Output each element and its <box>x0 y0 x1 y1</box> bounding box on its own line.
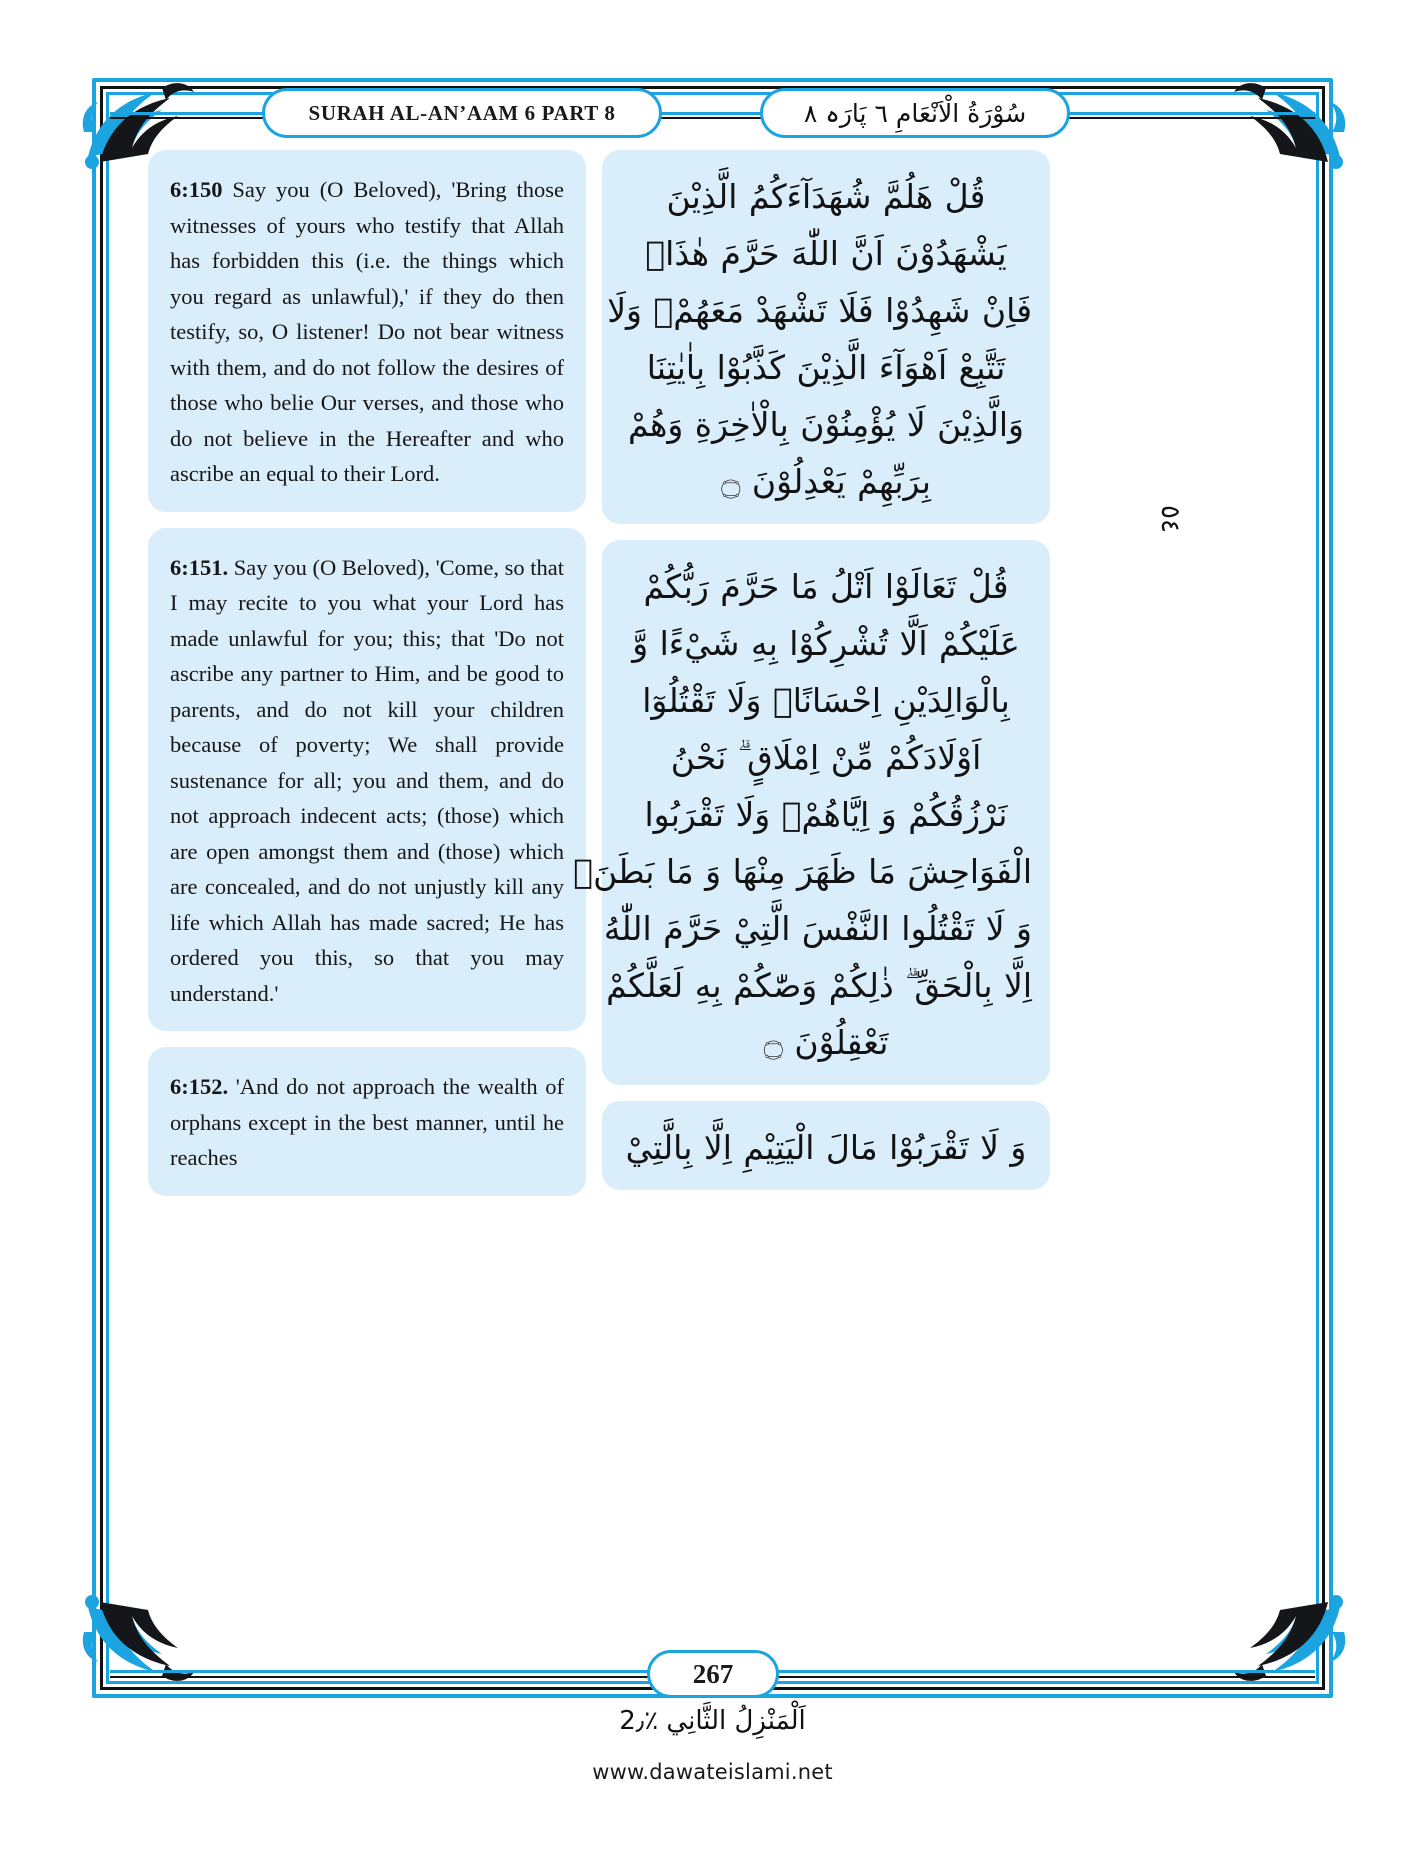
arabic-line: تَعْقِلُوْنَ ۝ <box>763 1023 889 1062</box>
arabic-line: الْفَوَاحِشَ مَا ظَهَرَ مِنْهَا وَ مَا بَطَنَۚ <box>573 852 1032 891</box>
arabic-line: وَالَّذِيْنَ لَا يُؤْمِنُوْنَ بِالْاٰخِرَةِ وَهُمْ <box>628 405 1024 444</box>
english-translation-column <box>148 150 586 1212</box>
arabic-line: قُلْ هَلُمَّ شُهَدَآءَكُمُ الَّذِيْنَ <box>666 177 986 216</box>
header-rule-left <box>110 112 270 115</box>
arabic-line: فَاِنْ شَهِدُوْا فَلَا تَشْهَدْ مَعَهُمْۚ وَلَا <box>607 291 1032 330</box>
verse-text-english: Say you (O Beloved), 'Bring those witnesses of yours who testify that Allah has forbidden this (i.e. the things which you regard as unlawful),' if they do then testify, so, O listener! Do not bear witness with them, and do not follow the desires of those who belie Our verses, and those who do not believe in the Hereafter and who ascribe an equal to their Lord. <box>170 177 565 486</box>
manzil-label: اَلْمَنْزِلُ الثَّانِي ٪2٫ <box>619 1706 806 1736</box>
surah-title-badge <box>262 88 662 138</box>
header-rule-middle <box>658 112 766 115</box>
page-number-badge <box>647 1650 779 1698</box>
arabic-line: نَرْزُقُكُمْ وَ اِيَّاهُمْۗ وَلَا تَقْرَبُوا <box>644 795 1008 834</box>
arabic-line: وَ لَا تَقْتُلُوا النَّفْسَ الَّتِيْ حَرَّمَ اللّٰهُ <box>603 909 1032 948</box>
verse-block-arabic <box>602 150 1050 524</box>
surah-title-english: SURAH AL-AN’AAM 6 PART 8 <box>308 100 616 125</box>
website-url[interactable]: www.dawateislami.net <box>592 1760 833 1784</box>
arabic-line: عَلَيْكُمْ اَلَّا تُشْرِكُوْا بِهِ شَيْءًا وَّ <box>632 624 1020 663</box>
header-rule-right-black <box>1066 117 1315 119</box>
verse-number: 6:150 <box>170 177 223 202</box>
verse-block-english <box>148 150 586 512</box>
arabic-text-column <box>573 150 1050 1206</box>
footer-rule-right <box>776 1670 1315 1673</box>
side-page-marker: ٥٤ <box>1155 505 1185 533</box>
surah-title-badge-arabic <box>760 88 1070 138</box>
verse-block-arabic <box>573 540 1050 1085</box>
page-header <box>110 86 1315 142</box>
verse-text-english: Say you (O Beloved), 'Come, so that I may recite to you what your Lord has made unlawful for you; this; that 'Do not ascribe any partner to Him, and be good to parents, and do not kill your children because of poverty; We shall provide sustenance for all; you and them, and do not approach indecent acts; (those) which are open amongst them and (those) which are concealed, and do not unjustly kill any life which Allah has made sacred; He has ordered you this, so that you may understand.' <box>170 554 565 1006</box>
arabic-line: بِالْوَالِدَيْنِ اِحْسَانًاۚ وَلَا تَقْتُلُوٓا <box>642 681 1010 720</box>
verse-block-arabic <box>602 1101 1050 1190</box>
arabic-line: قُلْ تَعَالَوْا اَتْلُ مَا حَرَّمَ رَبُّكُمْ <box>643 567 1009 606</box>
arabic-line: وَ لَا تَقْرَبُوْا مَالَ الْيَتِيْمِ اِلَّا بِالَّتِيْ <box>625 1128 1027 1167</box>
arabic-line: اَوْلَادَكُمْ مِّنْ اِمْلَاقٍ ۗ نَحْنُ <box>670 738 982 777</box>
footer-rule-left-black <box>110 1676 650 1678</box>
header-rule-middle-black <box>658 117 766 119</box>
footer-rule-right-black <box>776 1676 1315 1678</box>
arabic-line: تَتَّبِعْ اَهْوَآءَ الَّذِيْنَ كَذَّبُوْا بِاٰيٰتِنَا <box>646 348 1006 387</box>
arabic-line: اِلَّا بِالْحَقِّ ۗ ذٰلِكُمْ وَصّٰكُمْ بِهِ لَعَلَّكُمْ <box>606 966 1032 1005</box>
arabic-line: يَشْهَدُوْنَ اَنَّ اللّٰهَ حَرَّمَ هٰذَاۚ <box>645 234 1007 273</box>
surah-title-arabic: سُوْرَةُ الْاَنْعَامِ ٦ پَارَہ ٨ <box>803 98 1027 128</box>
page-number: 267 <box>692 1658 734 1689</box>
verse-number: 6:151. <box>170 554 229 580</box>
header-rule-left-black <box>110 117 270 119</box>
arabic-line: بِرَبِّهِمْ يَعْدِلُوْنَ ۝ <box>721 462 931 501</box>
footer-rule-left <box>110 1670 650 1673</box>
verse-text-english: 'And do not approach the wealth of orphans except in the best manner, until he reaches <box>170 1074 564 1170</box>
page-footer <box>110 1650 1315 1706</box>
header-rule-right <box>1066 112 1315 115</box>
verse-block-english <box>148 1047 586 1196</box>
verse-number: 6:152. <box>170 1074 229 1099</box>
verse-block-english <box>148 528 586 1032</box>
verse-columns <box>148 150 1148 1212</box>
